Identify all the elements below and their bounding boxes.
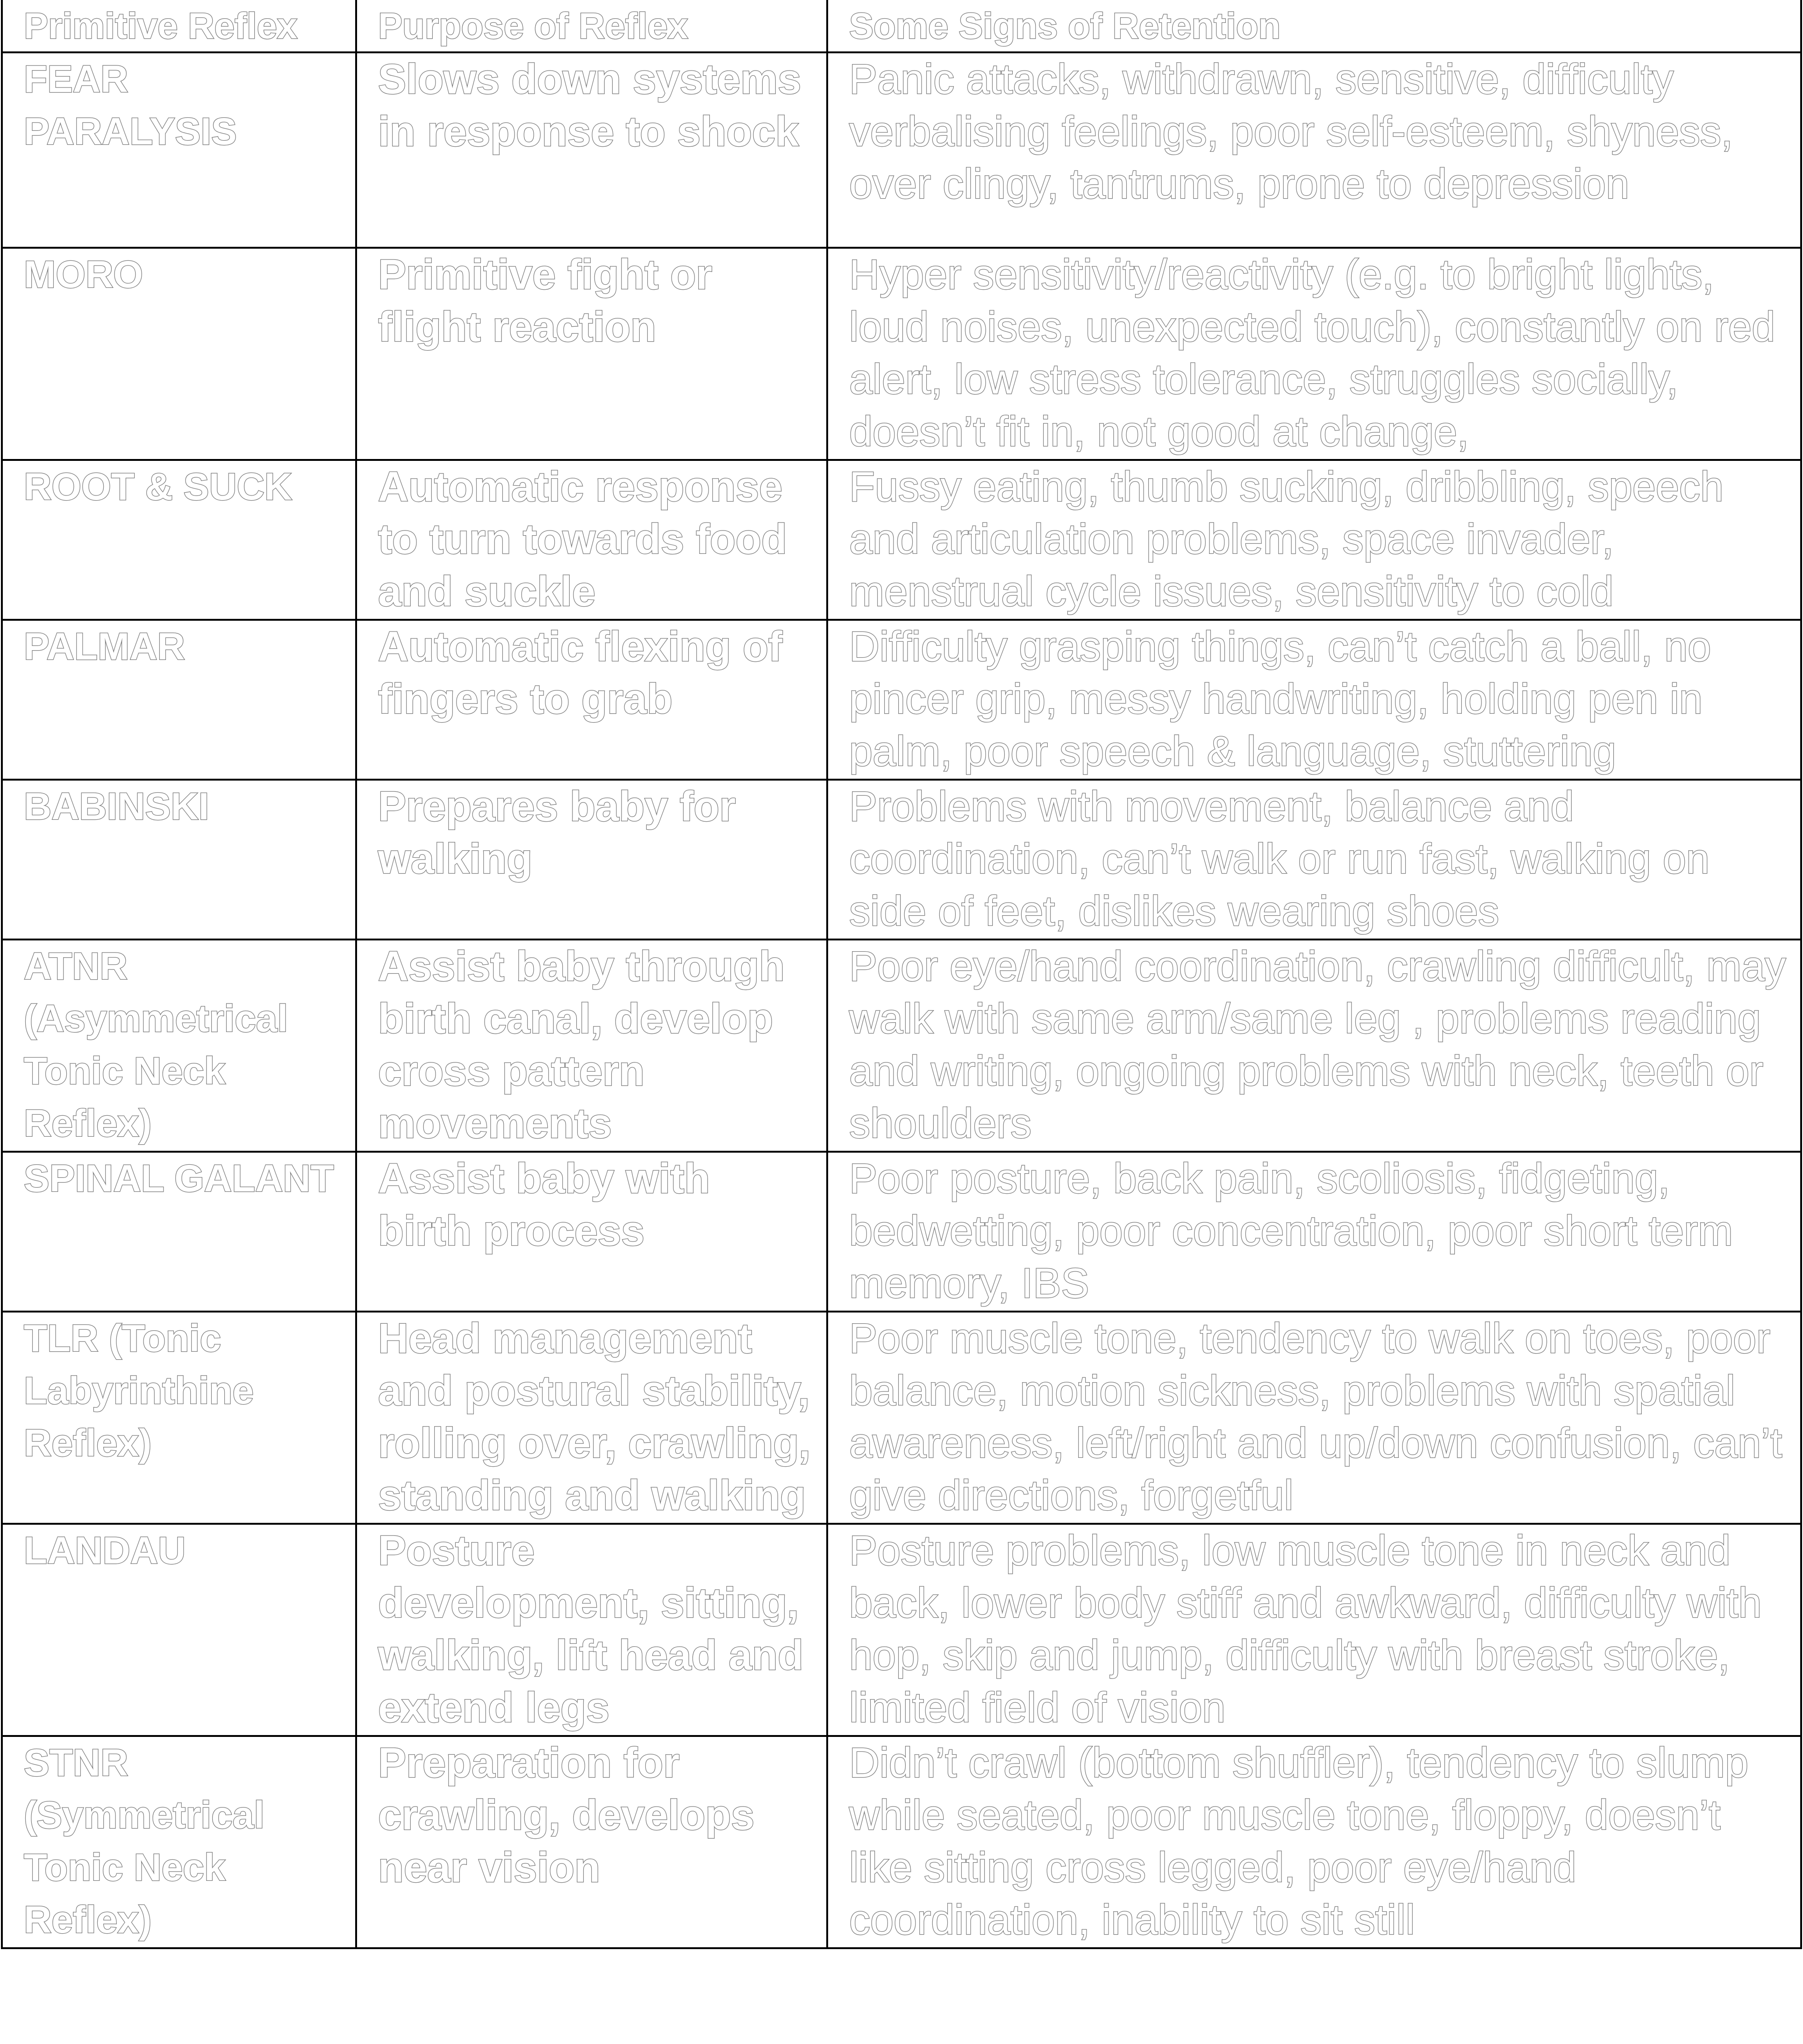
reflex-purpose-cell: Assist baby with birth process (356, 1152, 827, 1312)
reflex-purpose-cell: Preparation for crawling, develops near vision (356, 1736, 827, 1948)
reflex-name-cell: PALMAR (2, 620, 356, 780)
table-row (2, 1152, 1801, 1312)
reflex-table (1, 0, 1802, 1949)
retention-signs-cell: Didn’t crawl (bottom shuffler), tendency to slump while seated, poor muscle tone, floppy, doesn’t like sitting cross legged, poor eye/hand coordination, inability to sit still (827, 1736, 1801, 1948)
table-row (2, 620, 1801, 780)
reflex-purpose-cell: Automatic response to turn towards food and suckle (356, 460, 827, 620)
retention-signs-cell: Poor eye/hand coordination, crawling difficult, may walk with same arm/same leg , problems reading and writing, ongoing problems with neck, teeth or shoulders (827, 940, 1801, 1152)
table-row (2, 940, 1801, 1152)
retention-signs-cell: Problems with movement, balance and coordination, can’t walk or run fast, walking on side of feet, dislikes wearing shoes (827, 780, 1801, 940)
retention-signs-cell: Hyper sensitivity/reactivity (e.g. to bright lights, loud noises, unexpected touch), constantly on red alert, low stress tolerance, struggles socially, doesn’t fit in, not good at change, (827, 248, 1801, 460)
retention-signs-cell: Posture problems, low muscle tone in neck and back, lower body stiff and awkward, difficulty with hop, skip and jump, difficulty with breast stroke, limited field of vision (827, 1524, 1801, 1736)
retention-signs-cell: Fussy eating, thumb sucking, dribbling, speech and articulation problems, space invader, menstrual cycle issues, sensitivity to cold (827, 460, 1801, 620)
reflex-name-cell: LANDAU (2, 1524, 356, 1736)
reflex-name-cell: SPINAL GALANT (2, 1152, 356, 1312)
reflex-name-cell: TLR (Tonic Labyrinthine Reflex) (2, 1312, 356, 1524)
header-purpose-of-reflex: Purpose of Reflex (356, 0, 827, 52)
reflex-purpose-cell: Posture development, sitting, walking, lift head and extend legs (356, 1524, 827, 1736)
reflex-purpose-cell: Head management and postural stability, rolling over, crawling, standing and walking (356, 1312, 827, 1524)
table-row (2, 1524, 1801, 1736)
reflex-purpose-cell: Automatic flexing of fingers to grab (356, 620, 827, 780)
reflex-purpose-cell: Prepares baby for walking (356, 780, 827, 940)
retention-signs-cell: Poor muscle tone, tendency to walk on toes, poor balance, motion sickness, problems with spatial awareness, left/right and up/down confusion, can’t give directions, forgetful (827, 1312, 1801, 1524)
table-header-row (2, 0, 1801, 52)
retention-signs-cell: Poor posture, back pain, scoliosis, fidgeting, bedwetting, poor concentration, poor short term memory, IBS (827, 1152, 1801, 1312)
table-row (2, 52, 1801, 248)
header-primitive-reflex: Primitive Reflex (2, 0, 356, 52)
reflex-name-cell: ROOT & SUCK (2, 460, 356, 620)
table-row (2, 248, 1801, 460)
reflex-purpose-cell: Primitive fight or flight reaction (356, 248, 827, 460)
table-row (2, 780, 1801, 940)
reflex-name-cell: BABINSKI (2, 780, 356, 940)
table-row (2, 460, 1801, 620)
table-row (2, 1312, 1801, 1524)
reflex-name-cell: MORO (2, 248, 356, 460)
reflex-purpose-cell: Assist baby through birth canal, develop cross pattern movements (356, 940, 827, 1152)
retention-signs-cell: Panic attacks, withdrawn, sensitive, difficulty verbalising feelings, poor self-esteem, shyness, over clingy, tantrums, prone to depression (827, 52, 1801, 248)
reflex-name-cell: STNR (Symmetrical Tonic Neck Reflex) (2, 1736, 356, 1948)
reflex-purpose-cell: Slows down systems in response to shock (356, 52, 827, 248)
header-signs-of-retention: Some Signs of Retention (827, 0, 1801, 52)
reflex-name-cell: FEAR PARALYSIS (2, 52, 356, 248)
retention-signs-cell: Difficulty grasping things, can’t catch a ball, no pincer grip, messy handwriting, holding pen in palm, poor speech & language, stuttering (827, 620, 1801, 780)
reflex-name-cell: ATNR (Asymmetrical Tonic Neck Reflex) (2, 940, 356, 1152)
table-row (2, 1736, 1801, 1948)
